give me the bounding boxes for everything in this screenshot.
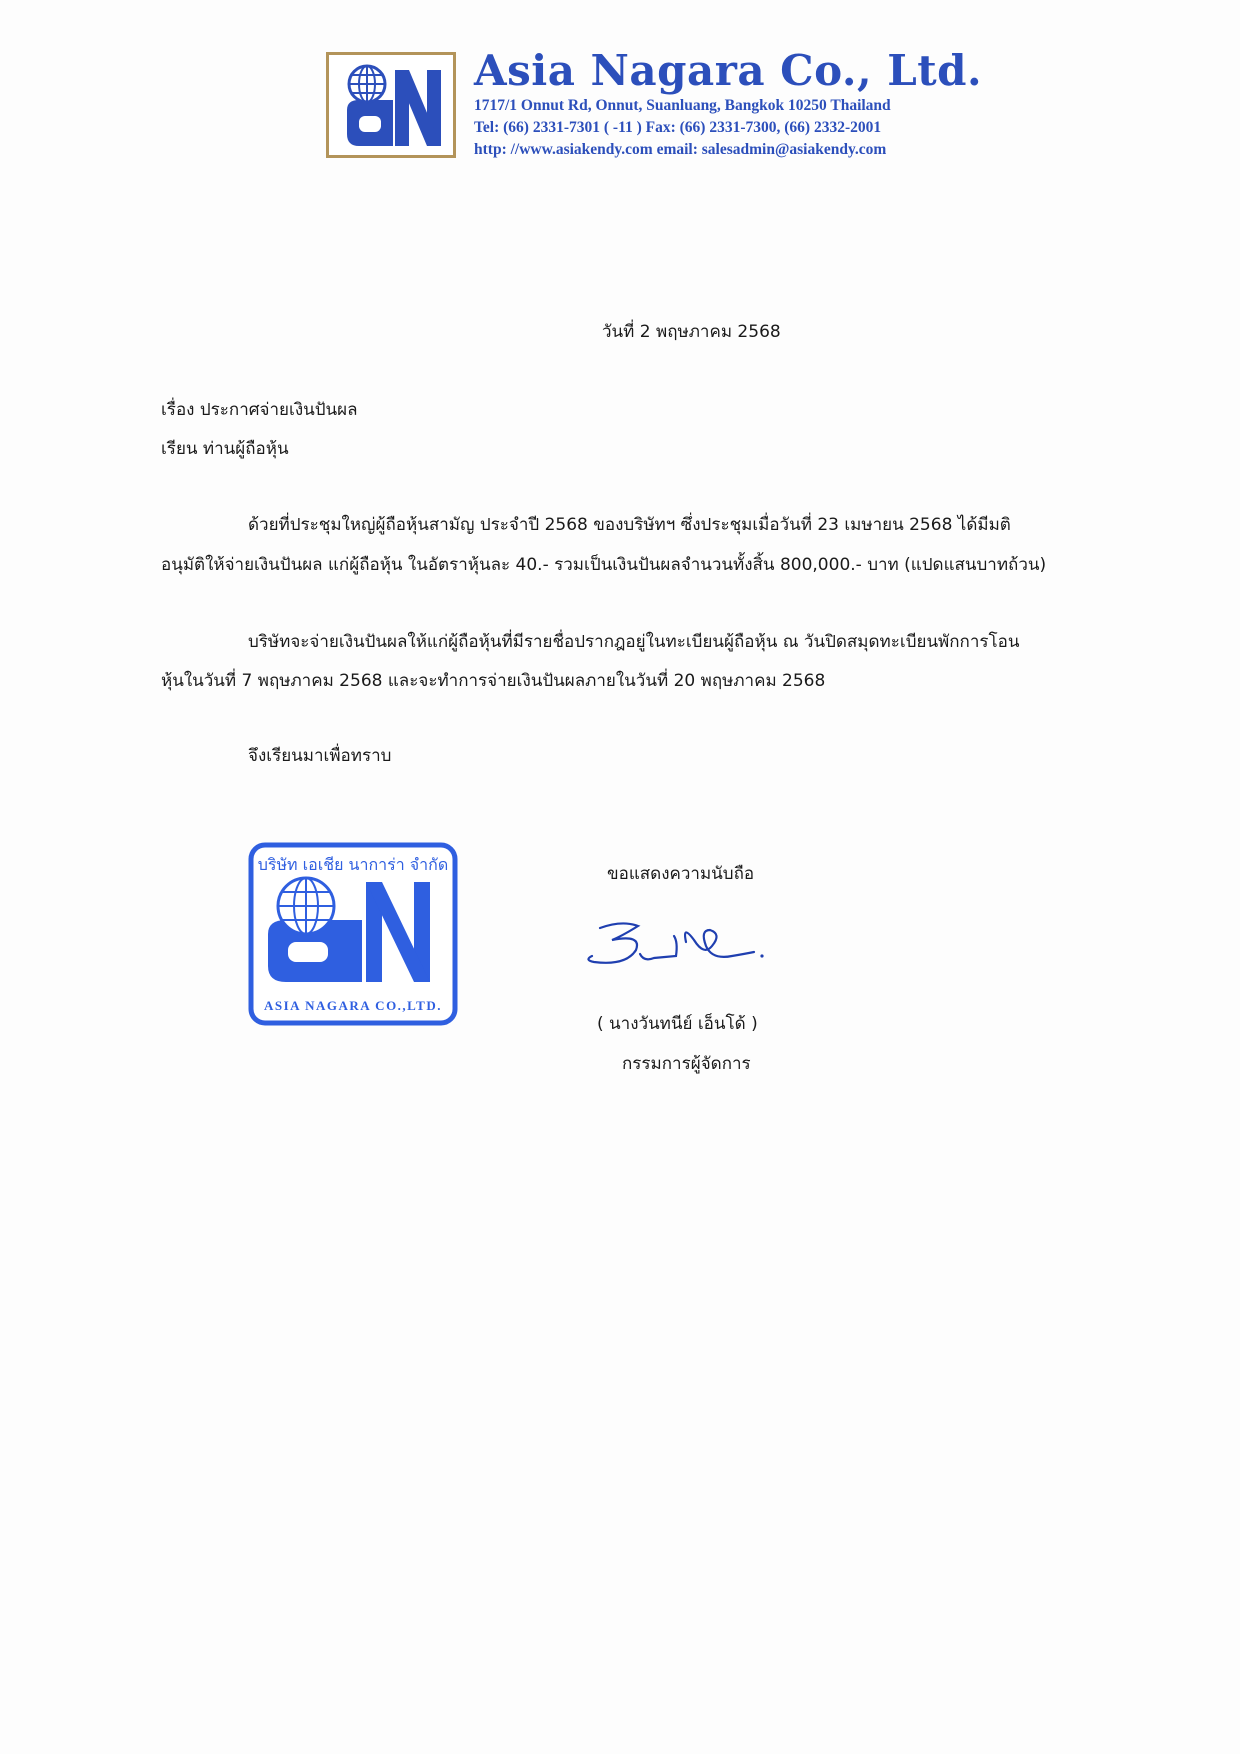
paragraph-1-line-1: ด้วยที่ประชุมใหญ่ผู้ถือหุ้นสามัญ ประจำปี 2568 ของบริษัทฯ ซึ่งประชุมเมื่อวันที่ 23 เมษายน 2568 ได้มีมติ [248,515,1011,535]
handwritten-signature [582,916,802,990]
company-web-email: http: //www.asiakendy.com email: salesadmin@asiakendy.com [474,141,887,158]
company-logo [326,52,456,158]
signer-title: กรรมการผู้จัดการ [622,1054,751,1074]
letter-date: วันที่ 2 พฤษภาคม 2568 [602,322,781,342]
letter-recipient: เรียน ท่านผู้ถือหุ้น [161,439,289,459]
regards-line: ขอแสดงความนับถือ [607,864,755,884]
paragraph-2-line-2: หุ้นในวันที่ 7 พฤษภาคม 2568 และจะทำการจ่ายเงินปันผลภายในวันที่ 20 พฤษภาคม 2568 [161,671,826,691]
company-name: Asia Nagara Co., Ltd. [474,46,983,95]
paragraph-1-line-2: อนุมัติให้จ่ายเงินปันผล แก่ผู้ถือหุ้น ในอัตราหุ้นละ 40.- รวมเป็นเงินปันผลจำนวนทั้งสิ้น 800,000.- บาท (แปดแสนบาทถ้วน) [161,555,1047,575]
stamp-english-name: ASIA NAGARA CO.,LTD. [264,998,442,1013]
company-phone: Tel: (66) 2331-7301 ( -11 ) Fax: (66) 2331-7300, (66) 2332-2001 [474,119,882,136]
company-stamp [248,842,458,1026]
company-address: 1717/1 Onnut Rd, Onnut, Suanluang, Bangkok 10250 Thailand [474,97,891,114]
stamp-thai-name: บริษัท เอเชีย นาการ่า จำกัด [257,855,449,874]
paragraph-2-line-1: บริษัทจะจ่ายเงินปันผลให้แก่ผู้ถือหุ้นที่มีรายชื่อปรากฎอยู่ในทะเบียนผู้ถือหุ้น ณ วันปิดสมุดทะเบียนพักการโอน [248,632,1020,652]
signer-name: ( นางวันทนีย์ เอ็นโด้ ) [597,1014,758,1034]
letter-subject: เรื่อง ประกาศจ่ายเงินปันผล [161,400,358,420]
closing-line: จึงเรียนมาเพื่อทราบ [248,746,392,766]
